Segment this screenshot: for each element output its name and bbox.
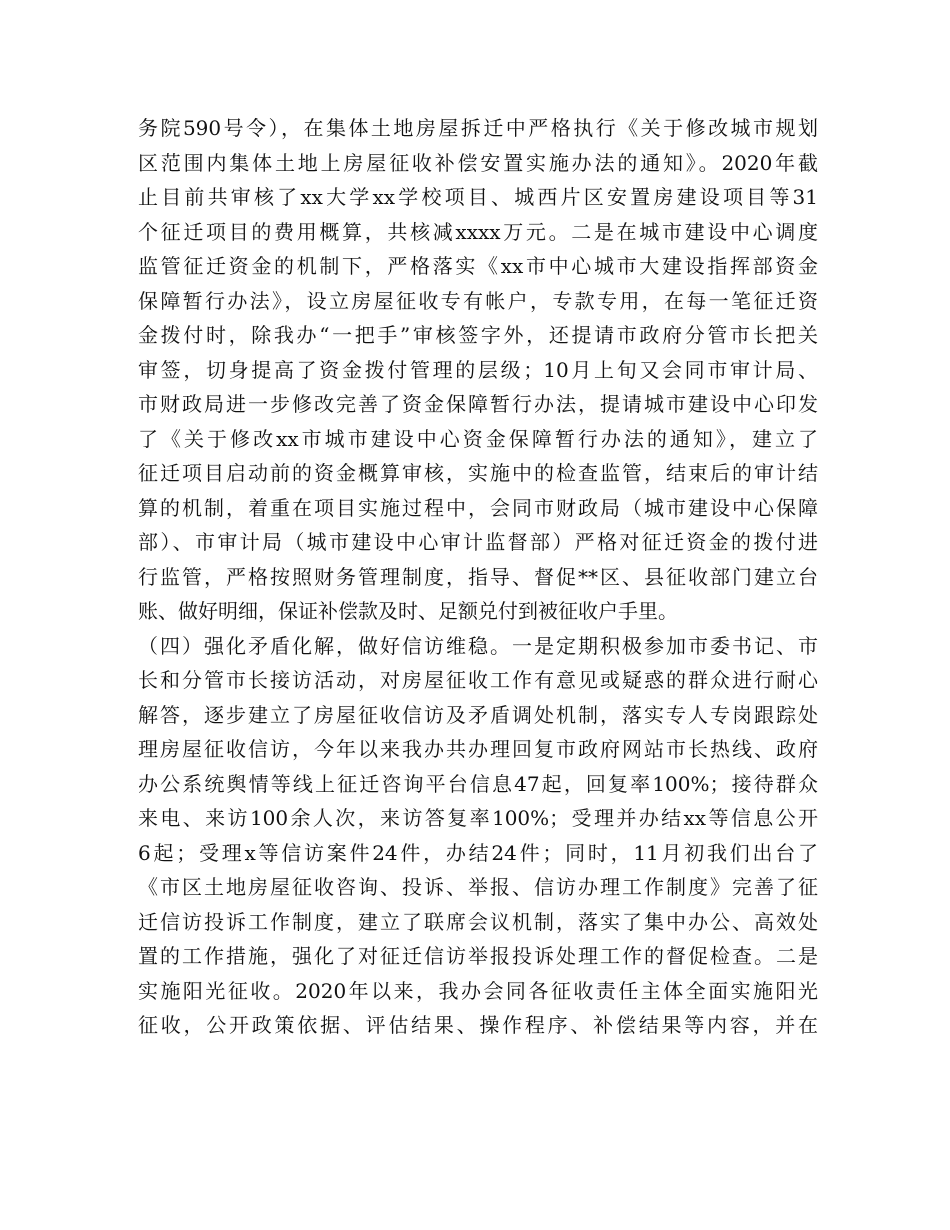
text-line: 保障暂行办法》，设立房屋征收专有帐户，专款专用，在每一笔征迁资 — [138, 288, 818, 313]
text-line: 理房屋征收信访，今年以来我办共办理回复市政府网站市长热线、政府 — [138, 737, 818, 761]
text-line: 行监管，严格按照财务管理制度，指导、督促**区、县征收部门建立台 — [138, 564, 818, 589]
text-line: 实施阳光征收。2020年以来，我办会同各征收责任主体全面实施阳光 — [138, 978, 818, 1003]
text-line: 长和分管市长接访活动，对房屋征收工作有意见或疑惑的群众进行耐心 — [138, 668, 818, 692]
body-text — [138, 111, 818, 1043]
text-line: 监管征迁资金的机制下，严格落实《xx市中心城市大建设指挥部资金 — [138, 254, 818, 278]
text-line: 区范围内集体土地上房屋征收补偿安置实施办法的通知》。2020年截 — [138, 150, 818, 175]
text-line: 解答，逐步建立了房屋征收信访及矛盾调处机制，落实专人专岗跟踪处 — [138, 702, 818, 727]
text-line: 迁信访投诉工作制度，建立了联席会议机制，落实了集中办公、高效处 — [138, 909, 818, 934]
text-line: 金拨付时，除我办“一把手”审核签字外，还提请市政府分管市长把关 — [138, 323, 818, 347]
text-line: 部）、市审计局（城市建设中心审计监督部）严格对征迁资金的拨付进 — [138, 530, 818, 554]
text-line: 账、做好明细，保证补偿款及时、足额兑付到被征收户手里。 — [138, 599, 678, 623]
text-line: 个征迁项目的费用概算，共核减xxxx万元。二是在城市建设中心调度 — [138, 219, 818, 244]
text-line: 置的工作措施，强化了对征迁信访举报投诉处理工作的督促检查。二是 — [138, 944, 818, 968]
text-line: 征收，公开政策依据、评估结果、操作程序、补偿结果等内容，并在 — [138, 1013, 818, 1037]
text-line: 《市区土地房屋征收咨询、投诉、举报、信访办理工作制度》完善了征 — [138, 875, 818, 899]
text-line: 务院590号令），在集体土地房屋拆迁中严格执行《关于修改城市规划 — [138, 116, 818, 140]
text-line: 市财政局进一步修改完善了资金保障暂行办法，提请城市建设中心印发 — [138, 392, 818, 416]
text-line: 6起；受理x等信访案件24件，办结24件；同时，11月初我们出台了 — [138, 840, 818, 865]
text-line: （四）强化矛盾化解，做好信访维稳。一是定期积极参加市委书记、市 — [138, 633, 818, 658]
text-line: 了《关于修改xx市城市建设中心资金保障暂行办法的通知》，建立了 — [138, 426, 818, 451]
text-line: 征迁项目启动前的资金概算审核，实施中的检查监管，结束后的审计结 — [138, 461, 818, 485]
text-line: 来电、来访100余人次，来访答复率100%；受理并办结xx等信息公开 — [138, 806, 818, 830]
text-line: 止目前共审核了xx大学xx学校项目、城西片区安置房建设项目等31 — [138, 185, 818, 209]
text-line: 审签，切身提高了资金拨付管理的层级；10月上旬又会同市审计局、 — [138, 357, 818, 382]
text-line: 办公系统舆情等线上征迁咨询平台信息47起，回复率100%；接待群众 — [138, 771, 818, 796]
text-line: 算的机制，着重在项目实施过程中，会同市财政局（城市建设中心保障 — [138, 495, 818, 520]
